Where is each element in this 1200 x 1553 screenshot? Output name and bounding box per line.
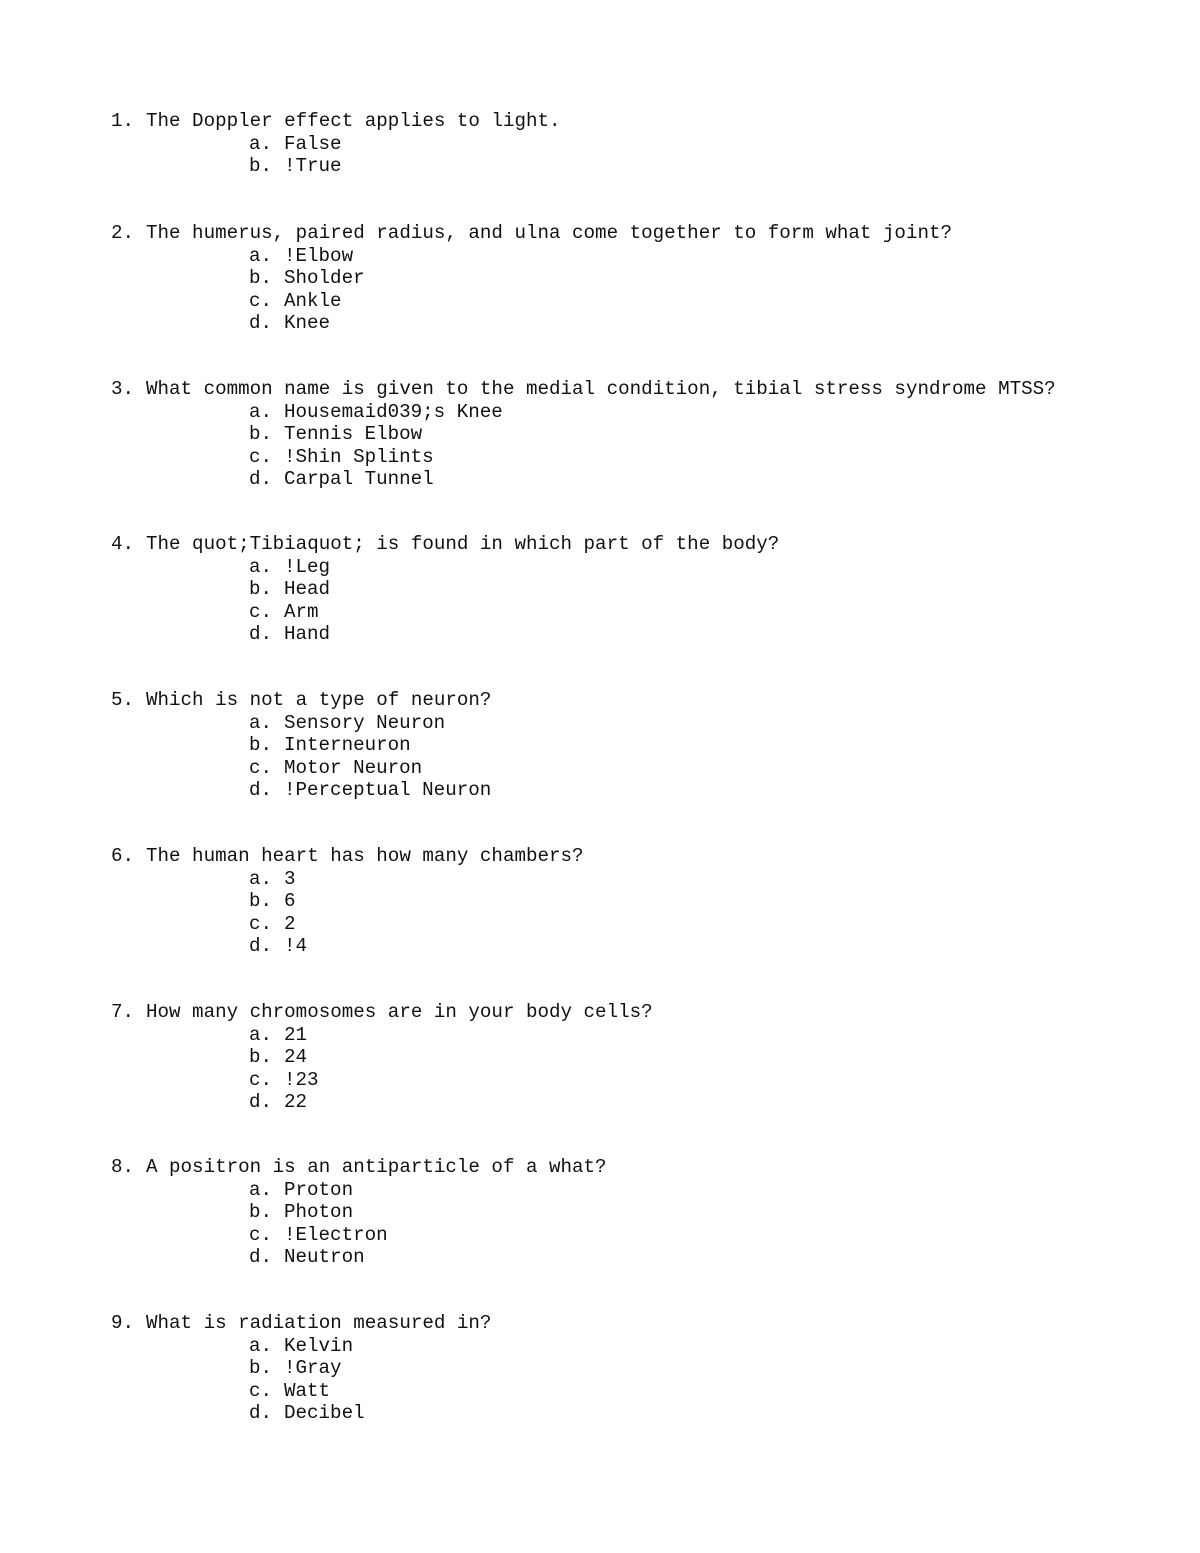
option-letter: a.	[249, 711, 273, 734]
question-number: 2.	[111, 222, 135, 244]
option-text: !Electron	[284, 1223, 388, 1246]
option-text: !Elbow	[284, 244, 354, 267]
option-text: 21	[284, 1023, 308, 1046]
question-stem	[111, 1156, 607, 1179]
option-text: Knee	[284, 312, 331, 334]
option	[111, 1069, 653, 1092]
option-letter: d.	[249, 468, 273, 490]
question-number: 6.	[111, 845, 135, 867]
option-text: Hand	[284, 623, 331, 645]
option-letter: b.	[249, 155, 273, 177]
option-letter: c.	[249, 289, 273, 312]
option	[111, 578, 779, 601]
question-6	[111, 845, 584, 958]
option	[111, 1201, 607, 1224]
option-text: 6	[284, 890, 296, 912]
option	[111, 601, 779, 624]
option-text: Sensory Neuron	[284, 711, 446, 734]
question-5	[111, 689, 491, 802]
option	[111, 868, 584, 891]
option-list	[111, 1335, 491, 1425]
question-3	[111, 378, 1056, 491]
option	[111, 468, 1056, 491]
option-text: 22	[284, 1091, 308, 1113]
option-text: Neutron	[284, 1246, 365, 1268]
option-text: Interneuron	[284, 734, 411, 756]
option-text: Arm	[284, 600, 319, 623]
question-1	[111, 110, 561, 178]
option-text: Decibel	[284, 1402, 365, 1424]
option-letter: a.	[249, 1334, 273, 1357]
option	[111, 290, 952, 313]
option-letter: c.	[249, 1068, 273, 1091]
question-text: A positron is an antiparticle of a what?	[146, 1156, 607, 1178]
option-letter: a.	[249, 867, 273, 890]
option-letter: d.	[249, 935, 273, 957]
option-letter: b.	[249, 1201, 273, 1223]
option-letter: a.	[249, 1178, 273, 1201]
option-letter: b.	[249, 267, 273, 289]
option-text: False	[284, 132, 342, 155]
option	[111, 1179, 607, 1202]
option-text: Kelvin	[284, 1334, 354, 1357]
option	[111, 1091, 653, 1114]
option-letter: a.	[249, 244, 273, 267]
option	[111, 890, 584, 913]
option	[111, 1402, 491, 1425]
question-number: 7.	[111, 1001, 135, 1023]
question-4	[111, 533, 779, 646]
option	[111, 401, 1056, 424]
option-letter: b.	[249, 1357, 273, 1379]
option-text: Watt	[284, 1379, 331, 1402]
option-text: !Leg	[284, 555, 331, 578]
option-list	[111, 245, 952, 335]
option-text: 3	[284, 867, 296, 890]
option-letter: d.	[249, 1402, 273, 1424]
option	[111, 1335, 491, 1358]
option	[111, 712, 491, 735]
question-text: What common name is given to the medial condition, tibial stress syndrome MTSS?	[146, 378, 1056, 400]
option-list	[111, 401, 1056, 491]
option	[111, 1024, 653, 1047]
option-letter: d.	[249, 779, 273, 801]
question-7	[111, 1001, 653, 1114]
question-number: 5.	[111, 689, 135, 711]
option-text: Ankle	[284, 289, 342, 312]
option-letter: b.	[249, 578, 273, 600]
option-text: Carpal Tunnel	[284, 468, 434, 490]
question-2	[111, 222, 952, 335]
option	[111, 779, 491, 802]
option-letter: d.	[249, 1091, 273, 1113]
option	[111, 1046, 653, 1069]
option-letter: b.	[249, 1046, 273, 1068]
option	[111, 1246, 607, 1269]
option-letter: a.	[249, 132, 273, 155]
option-list	[111, 868, 584, 958]
option-text: !23	[284, 1068, 319, 1091]
question-9	[111, 1312, 491, 1425]
question-stem	[111, 1312, 491, 1335]
option-letter: d.	[249, 623, 273, 645]
question-text: How many chromosomes are in your body cells?	[146, 1001, 653, 1023]
option	[111, 556, 779, 579]
option	[111, 757, 491, 780]
option	[111, 913, 584, 936]
option-letter: c.	[249, 1379, 273, 1402]
option-letter: c.	[249, 445, 273, 468]
option-letter: c.	[249, 756, 273, 779]
question-text: The quot;Tibiaquot; is found in which part of the body?	[146, 533, 780, 555]
option	[111, 446, 1056, 469]
option	[111, 1357, 491, 1380]
option-text: !Perceptual Neuron	[284, 779, 492, 801]
option	[111, 267, 952, 290]
option-letter: a.	[249, 1023, 273, 1046]
option-text: !4	[284, 935, 308, 957]
option-text: !True	[284, 155, 342, 177]
question-number: 8.	[111, 1156, 135, 1178]
option	[111, 1224, 607, 1247]
question-stem	[111, 110, 561, 133]
option-list	[111, 712, 491, 802]
option	[111, 312, 952, 335]
question-stem	[111, 533, 779, 556]
option	[111, 155, 561, 178]
option-text: !Shin Splints	[284, 445, 434, 468]
question-text: The humerus, paired radius, and ulna come together to form what joint?	[146, 222, 953, 244]
question-stem	[111, 845, 584, 868]
question-text: The human heart has how many chambers?	[146, 845, 584, 867]
option-text: Housemaid039;s Knee	[284, 400, 503, 423]
option	[111, 734, 491, 757]
option-text: 2	[284, 912, 296, 935]
option-letter: c.	[249, 600, 273, 623]
option	[111, 1380, 491, 1403]
option	[111, 245, 952, 268]
option-list	[111, 1179, 607, 1269]
question-text: The Doppler effect applies to light.	[146, 110, 561, 132]
question-8	[111, 1156, 607, 1269]
option-list	[111, 556, 779, 646]
option-list	[111, 1024, 653, 1114]
option	[111, 133, 561, 156]
option-text: Head	[284, 578, 331, 600]
option	[111, 623, 779, 646]
question-stem	[111, 378, 1056, 401]
question-stem	[111, 222, 952, 245]
option-text: Proton	[284, 1178, 354, 1201]
option	[111, 423, 1056, 446]
question-stem	[111, 689, 491, 712]
option-letter: a.	[249, 400, 273, 423]
question-number: 3.	[111, 378, 135, 400]
question-number: 4.	[111, 533, 135, 555]
question-stem	[111, 1001, 653, 1024]
option-letter: d.	[249, 1246, 273, 1268]
option-text: !Gray	[284, 1357, 342, 1379]
option-text: Sholder	[284, 267, 365, 289]
option-text: Motor Neuron	[284, 756, 423, 779]
option-list	[111, 133, 561, 178]
option-text: 24	[284, 1046, 308, 1068]
option-letter: d.	[249, 312, 273, 334]
option-text: Photon	[284, 1201, 354, 1223]
option-letter: b.	[249, 890, 273, 912]
question-text: What is radiation measured in?	[146, 1312, 492, 1334]
option-text: Tennis Elbow	[284, 423, 423, 445]
option-letter: b.	[249, 734, 273, 756]
question-text: Which is not a type of neuron?	[146, 689, 492, 711]
option-letter: b.	[249, 423, 273, 445]
option-letter: c.	[249, 912, 273, 935]
question-number: 1.	[111, 110, 135, 132]
option-letter: c.	[249, 1223, 273, 1246]
question-number: 9.	[111, 1312, 135, 1334]
option	[111, 935, 584, 958]
option-letter: a.	[249, 555, 273, 578]
